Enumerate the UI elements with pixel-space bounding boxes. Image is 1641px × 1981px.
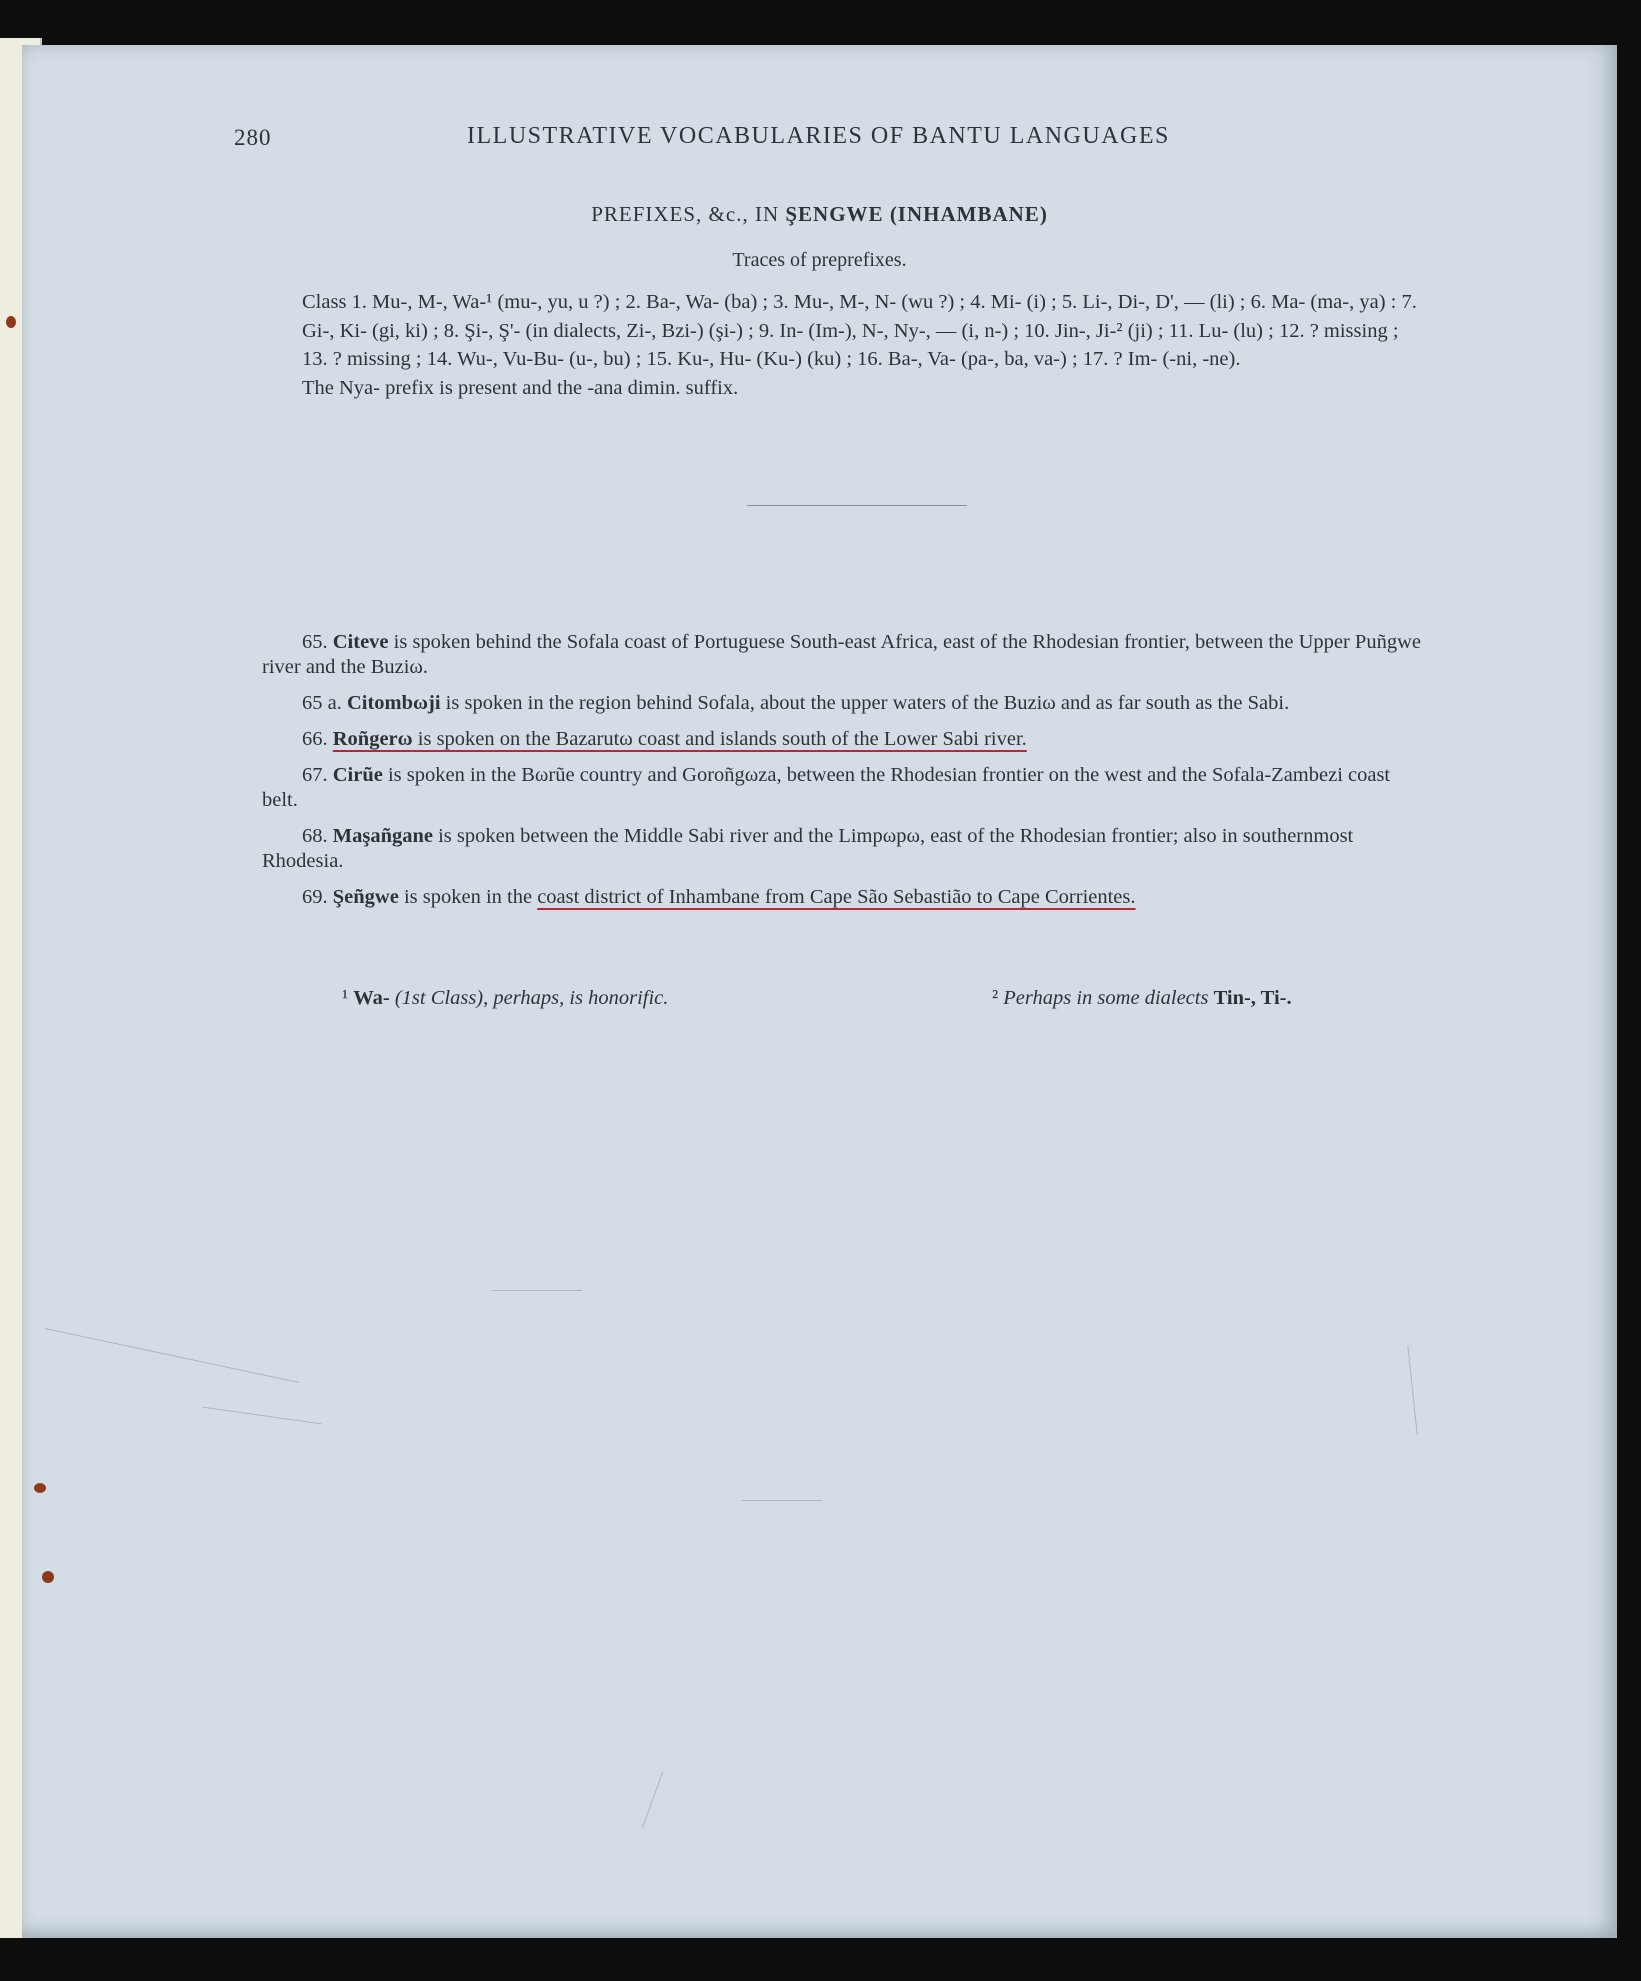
entry-language: Citombωji bbox=[346, 692, 441, 714]
entry-language: Maşañgane bbox=[332, 825, 433, 847]
underlined-passage: coast district of Inhambane from Cape São Sebastião to Cape Corrientes. bbox=[537, 886, 1136, 908]
section-title bbox=[22, 202, 1617, 227]
running-head: ILLUSTRATIVE VOCABULARIES OF BANTU LANGUAGES bbox=[467, 123, 1170, 149]
entry-65 bbox=[262, 630, 1422, 680]
paper-scratch bbox=[203, 1407, 322, 1425]
footnote-mark: ¹ bbox=[342, 987, 349, 1009]
entry-66 bbox=[262, 727, 1422, 752]
page-number: 280 bbox=[234, 125, 272, 150]
footnote-italic: Perhaps in some dialects bbox=[1003, 987, 1209, 1009]
footnote-bold: Wa- bbox=[353, 987, 390, 1009]
entry-67 bbox=[262, 763, 1422, 813]
paper-scratch bbox=[642, 1772, 663, 1829]
entry-69 bbox=[262, 885, 1422, 910]
entry-65a bbox=[262, 691, 1422, 716]
paper-scratch bbox=[1407, 1345, 1417, 1435]
paper-scratch bbox=[742, 1500, 822, 1501]
foxing-stain bbox=[42, 1571, 54, 1583]
entry-text: is spoken in the bbox=[398, 886, 538, 908]
prefix-classes-block bbox=[302, 288, 1422, 402]
book-page bbox=[22, 45, 1617, 1938]
entry-language: Citeve bbox=[332, 631, 389, 653]
entry-text: is spoken between the Middle Sabi river and the Limpωpω, east of the Rhodesian frontier; also in southernmost Rhodesia. bbox=[262, 825, 1354, 872]
entry-text: is spoken behind the Sofala coast of Portuguese South-east Africa, east of the Rhodesian frontier, between the Upper Puñgwe river and the Buziω. bbox=[262, 631, 1421, 678]
nya-prefix-note: The Nya- prefix is present and the -ana dimin. suffix. bbox=[302, 376, 739, 399]
entry-number: 65. bbox=[302, 631, 328, 653]
entry-text: is spoken in the region behind Sofala, about the upper waters of the Buziω and as far south as the Sabi. bbox=[440, 692, 1290, 714]
entry-language: Roñgerω bbox=[332, 728, 413, 750]
entry-68 bbox=[262, 824, 1422, 874]
entry-text: is spoken on the Bazarutω coast and islands south of the Lower Sabi river. bbox=[412, 728, 1027, 750]
footnote-mark: ² bbox=[992, 987, 999, 1009]
entry-number: 65 a. bbox=[302, 692, 342, 714]
foxing-stain bbox=[34, 1483, 46, 1493]
section-divider bbox=[747, 505, 967, 506]
section-title-prefix: PREFIXES, &c., IN bbox=[591, 202, 786, 226]
entry-language: Şeñgwe bbox=[332, 886, 399, 908]
section-subtitle: Traces of preprefixes. bbox=[732, 249, 907, 271]
footnote-bold: Tin-, Ti-. bbox=[1213, 987, 1292, 1009]
section-title-language: ŞENGWE (INHAMBANE) bbox=[785, 202, 1048, 226]
entry-number: 69. bbox=[302, 886, 328, 908]
footnote-italic: (1st Class), perhaps, is honorific. bbox=[394, 987, 669, 1009]
foxing-stain bbox=[6, 316, 16, 328]
paper-scratch bbox=[492, 1290, 582, 1291]
underlined-passage bbox=[333, 728, 1027, 750]
entry-number: 66. bbox=[302, 728, 328, 750]
entry-number: 67. bbox=[302, 764, 328, 786]
entry-number: 68. bbox=[302, 825, 328, 847]
entry-text: is spoken in the Bωrũe country and Goroñgωza, between the Rhodesian frontier on the west and the Sofala-Zambezi coast belt. bbox=[262, 764, 1391, 811]
footnote-1 bbox=[342, 987, 668, 1010]
prefix-classes-paragraph: Class 1. Mu-, M-, Wa-¹ (mu-, yu, u ?) ; 2. Ba-, Wa- (ba) ; 3. Mu-, M-, N- (wu ?) ; 4. Mi- (i) ; 5. Li-, Di-, D', — (li) ; 6. Ma- (ma-, ya) : 7. Gi-, Ki- (gi, ki) ; 8. Şi-, Ş'- (in dialects, Zi-, Bzi-) (şi-) ; 9. In- (Im-), N-, Ny-, — (i, n-) ; 10. Jin-, Ji-² (ji) ; 11. Lu- (lu) ; 12. ? missing ; 13. ? missing ; 14. Wu-, Vu-Bu- (u-, bu) ; 15. Ku-, Hu- (Ku-) (ku) ; 16. Ba-, Va- (pa-, ba, va-) ; 17. ? Im- (-ni, -ne). bbox=[302, 291, 1417, 370]
paper-scratch bbox=[45, 1328, 300, 1383]
language-entries bbox=[262, 630, 1422, 921]
entry-language: Cirũe bbox=[332, 764, 383, 786]
footnote-2 bbox=[992, 987, 1292, 1010]
